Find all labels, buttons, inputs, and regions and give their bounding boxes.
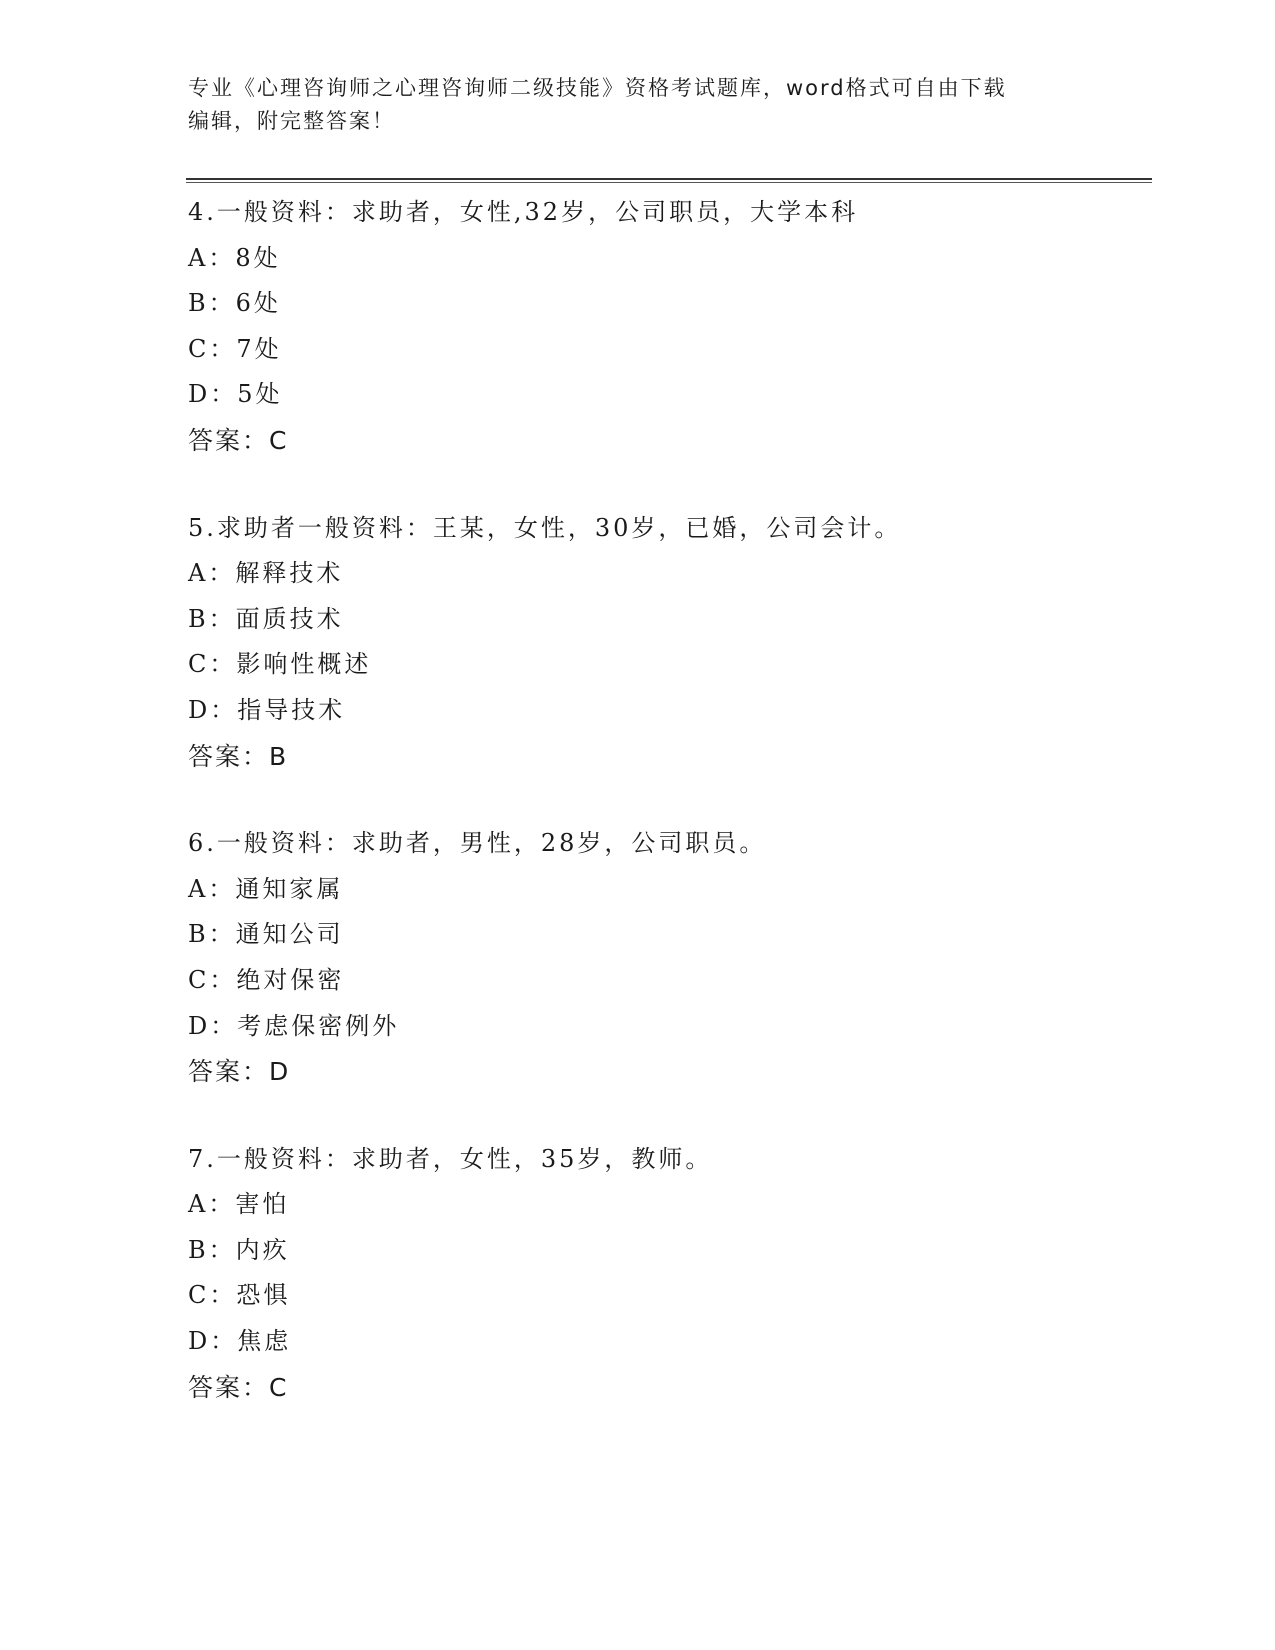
question-list bbox=[188, 190, 1148, 1410]
question-stem: 7.一般资料：求助者，女性，35岁，教师。 bbox=[188, 1144, 713, 1173]
answer: 答案：C bbox=[188, 1372, 289, 1402]
option-d: D：指导技术 bbox=[188, 695, 346, 724]
option-b: B：通知公司 bbox=[188, 920, 344, 949]
option-b: B：面质技术 bbox=[188, 604, 344, 633]
question-stem: 5.求助者一般资料：王某，女性，30岁，已婚，公司会计。 bbox=[188, 513, 902, 542]
option-a: A：解释技术 bbox=[188, 559, 344, 588]
answer: 答案：B bbox=[188, 741, 289, 771]
option-a: A：8处 bbox=[188, 243, 281, 272]
option-c: C：7处 bbox=[188, 334, 282, 363]
option-b: B：内疚 bbox=[188, 1235, 290, 1264]
document-header bbox=[188, 72, 1068, 138]
option-a: A：害怕 bbox=[188, 1190, 290, 1219]
header-divider-thin bbox=[186, 182, 1152, 183]
header-divider-thick bbox=[186, 178, 1152, 180]
option-a: A：通知家属 bbox=[188, 874, 344, 903]
question-7 bbox=[188, 1137, 1148, 1411]
question-stem: 4.一般资料：求助者，女性,32岁，公司职员，大学本科 bbox=[188, 198, 859, 226]
header-line-1: 专业《心理咨询师之心理咨询师二级技能》资格考试题库，word格式可自由下载 bbox=[188, 76, 1007, 100]
header-line-2: 编辑，附完整答案！ bbox=[188, 109, 395, 133]
question-stem: 6.一般资料：求助者，男性，28岁，公司职员。 bbox=[188, 829, 767, 858]
option-b: B：6处 bbox=[188, 289, 281, 318]
option-d: D：焦虑 bbox=[188, 1327, 292, 1356]
option-d: D：5处 bbox=[188, 380, 283, 409]
question-6 bbox=[188, 821, 1148, 1095]
option-d: D：考虑保密例外 bbox=[188, 1011, 400, 1040]
option-c: C：恐惧 bbox=[188, 1281, 291, 1310]
question-5 bbox=[188, 506, 1148, 780]
answer: 答案：C bbox=[188, 425, 289, 455]
answer: 答案：D bbox=[188, 1057, 291, 1087]
option-c: C：绝对保密 bbox=[188, 965, 345, 994]
option-c: C：影响性概述 bbox=[188, 650, 372, 679]
question-4 bbox=[188, 190, 1148, 464]
